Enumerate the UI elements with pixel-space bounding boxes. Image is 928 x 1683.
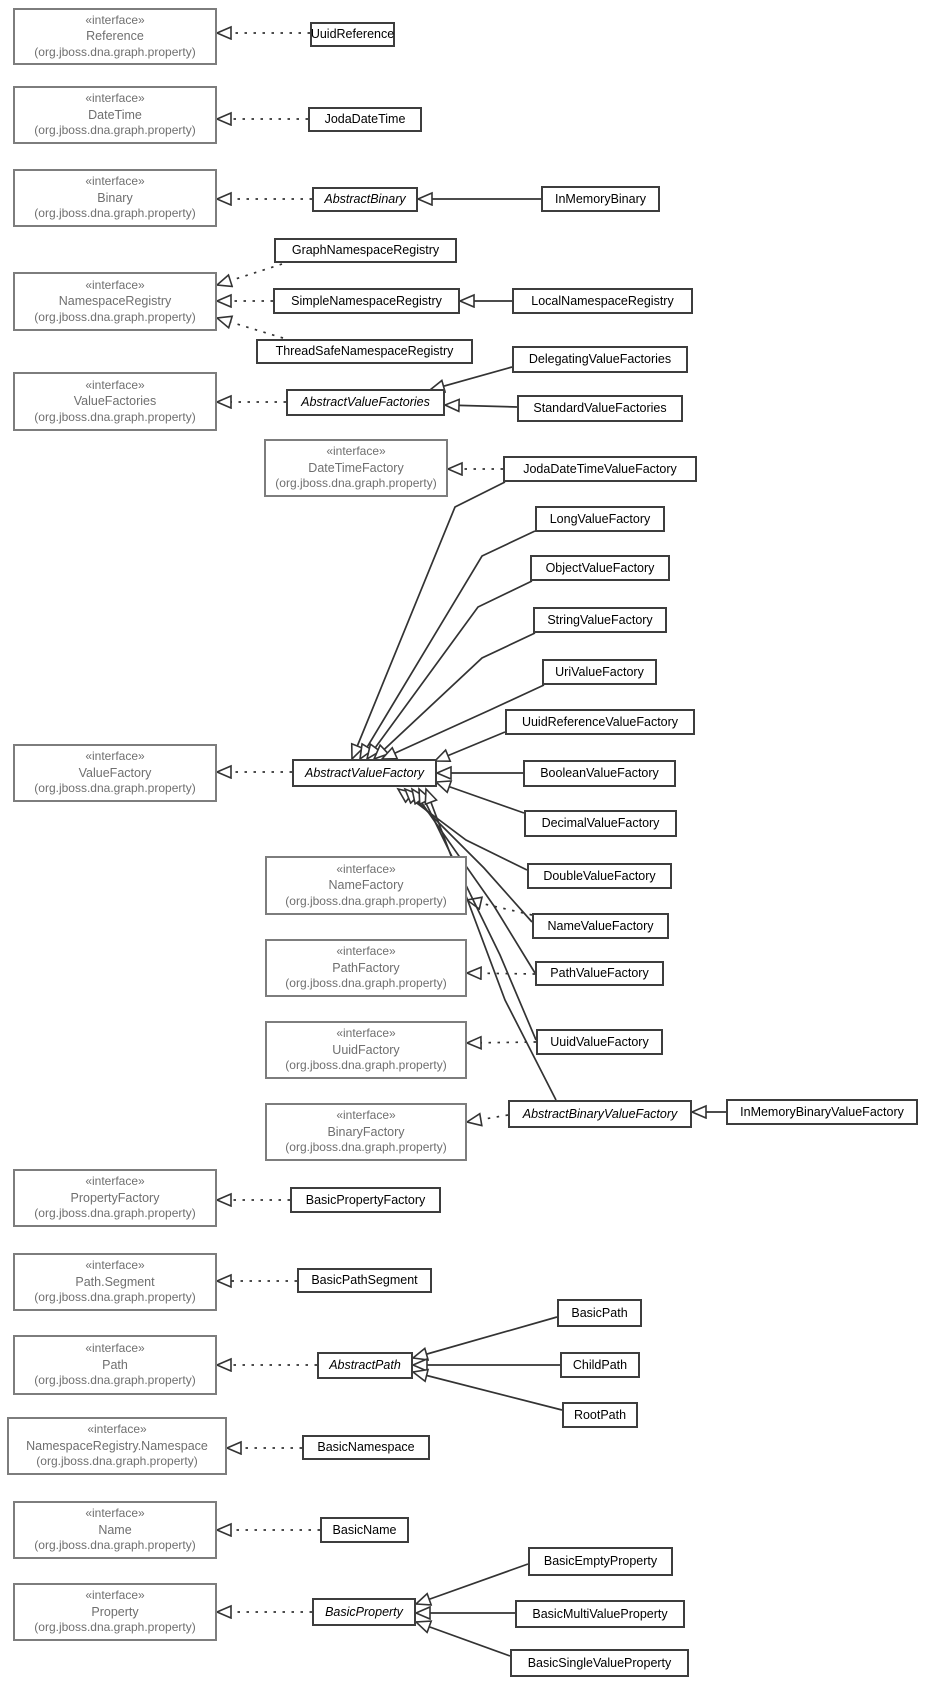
interface-package: (org.jboss.dna.graph.property) (34, 206, 196, 221)
class-box-inmemorybinaryvaluefactory (726, 1099, 918, 1125)
class-name: LocalNamespaceRegistry (531, 293, 674, 308)
class-name: DecimalValueFactory (541, 816, 660, 831)
class-box-uuidreferencevaluefactory (505, 709, 695, 735)
class-box-doublevaluefactory (527, 863, 672, 889)
interface-stereotype: «interface» (336, 944, 396, 959)
class-box-delegatingvaluefactories (512, 346, 688, 373)
interface-package: (org.jboss.dna.graph.property) (34, 1373, 196, 1388)
interface-package: (org.jboss.dna.graph.property) (285, 976, 447, 991)
class-name: AbstractValueFactories (301, 395, 430, 410)
generalization-edge-delegatingvaluefactories-to-abstractvaluefactories (430, 367, 512, 390)
generalization-edge-basicpath-to-abstractpath (413, 1317, 557, 1358)
interface-box-reference (13, 8, 217, 65)
interface-name: NamespaceRegistry.Namespace (26, 1438, 208, 1453)
interface-package: (org.jboss.dna.graph.property) (285, 1140, 447, 1155)
interface-name: NamespaceRegistry (58, 294, 172, 309)
interface-box-namespaceregistry-namespace (7, 1417, 227, 1475)
class-name: RootPath (573, 1407, 627, 1422)
interface-package: (org.jboss.dna.graph.property) (36, 1454, 198, 1469)
class-name: AbstractValueFactory (304, 765, 425, 780)
interface-box-binary (13, 169, 217, 227)
interface-stereotype: «interface» (85, 1258, 145, 1273)
interface-stereotype: «interface» (85, 749, 145, 764)
class-box-booleanvaluefactory (523, 760, 676, 787)
interface-package: (org.jboss.dna.graph.property) (285, 1058, 447, 1073)
class-box-abstractvaluefactories (286, 389, 445, 416)
class-name: InMemoryBinary (555, 191, 646, 206)
interface-name: NameFactory (328, 878, 404, 893)
interface-package: (org.jboss.dna.graph.property) (34, 1620, 196, 1635)
interface-name: Binary (97, 190, 133, 205)
interface-name: Path (102, 1357, 128, 1372)
interface-box-property (13, 1583, 217, 1641)
interface-name: DateTimeFactory (308, 460, 404, 475)
interface-box-pathfactory (265, 939, 467, 997)
class-name: BasicPathSegment (311, 1273, 418, 1288)
class-box-standardvaluefactories (517, 395, 683, 422)
interface-stereotype: «interface» (85, 277, 145, 292)
interface-stereotype: «interface» (85, 1174, 145, 1189)
class-name: DelegatingValueFactories (528, 352, 672, 367)
class-name: ThreadSafeNamespaceRegistry (275, 344, 454, 359)
interface-package: (org.jboss.dna.graph.property) (34, 1538, 196, 1553)
class-name: DoubleValueFactory (543, 868, 656, 883)
realization-edge-pathvaluefactory-to-pathfactory (467, 973, 535, 974)
class-name: AbstractBinary (324, 192, 406, 207)
class-box-basicpropertyfactory (290, 1187, 441, 1213)
interface-box-binaryfactory (265, 1103, 467, 1161)
class-name: GraphNamespaceRegistry (291, 243, 440, 258)
class-name: UuidValueFactory (550, 1034, 649, 1049)
class-box-simplenamespaceregistry (273, 288, 460, 314)
interface-stereotype: «interface» (85, 174, 145, 189)
interface-package: (org.jboss.dna.graph.property) (34, 1290, 196, 1305)
class-box-jodadatetime (308, 107, 422, 132)
class-name: AbstractBinaryValueFactory (522, 1106, 678, 1121)
class-name: UuidReferenceValueFactory (521, 714, 679, 729)
generalization-edge-standardvaluefactories-to-abstractvaluefactories (445, 405, 517, 407)
interface-box-datetimefactory (264, 439, 448, 497)
interface-box-namespaceregistry (13, 272, 217, 331)
interface-name: Reference (86, 29, 144, 44)
interface-package: (org.jboss.dna.graph.property) (34, 123, 196, 138)
interface-stereotype: «interface» (85, 377, 145, 392)
interface-package: (org.jboss.dna.graph.property) (34, 309, 196, 324)
class-name: BasicEmptyProperty (543, 1554, 658, 1569)
interface-name: PathFactory (332, 960, 400, 975)
interface-box-name (13, 1501, 217, 1559)
class-name: ChildPath (572, 1357, 628, 1372)
class-box-basicpathsegment (297, 1268, 432, 1293)
class-box-basicsinglevalueproperty (510, 1649, 689, 1677)
generalization-edge-uuidreferencevaluefactory-to-abstractvaluefactory (435, 732, 505, 761)
interface-box-namefactory (265, 856, 467, 915)
interface-stereotype: «interface» (336, 861, 396, 876)
interface-name: UuidFactory (332, 1042, 400, 1057)
interface-name: BinaryFactory (327, 1124, 405, 1139)
interface-name: Name (98, 1522, 132, 1537)
class-box-uuidvaluefactory (536, 1029, 663, 1055)
class-box-childpath (560, 1352, 640, 1378)
class-box-rootpath (562, 1402, 638, 1428)
class-box-basicpath (557, 1299, 642, 1327)
class-box-localnamespaceregistry (512, 288, 693, 314)
interface-stereotype: «interface» (85, 1506, 145, 1521)
interface-stereotype: «interface» (85, 1588, 145, 1603)
class-box-abstractvaluefactory (292, 759, 437, 787)
class-box-urivaluefactory (542, 659, 657, 685)
interface-box-valuefactory (13, 744, 217, 802)
class-box-graphnamespaceregistry (274, 238, 457, 263)
interface-name: ValueFactory (78, 765, 152, 780)
class-name: LongValueFactory (549, 511, 651, 526)
class-box-basicmultivalueproperty (515, 1600, 685, 1628)
class-name: AbstractPath (329, 1358, 401, 1373)
class-name: InMemoryBinaryValueFactory (740, 1104, 904, 1119)
realization-edge-threadsafenamespaceregistry-to-namespaceregistry (217, 318, 283, 338)
class-name: StringValueFactory (547, 612, 653, 627)
generalization-edge-basicemptyproperty-to-basicproperty (416, 1564, 528, 1604)
interface-box-path (13, 1335, 217, 1395)
class-name: BasicMultiValueProperty (532, 1606, 668, 1621)
interface-stereotype: «interface» (326, 444, 386, 459)
class-name: PathValueFactory (550, 966, 649, 981)
class-name: BasicProperty (325, 1604, 403, 1619)
class-name: StandardValueFactories (533, 401, 667, 416)
class-box-basicname (320, 1517, 409, 1543)
interface-box-datetime (13, 86, 217, 144)
generalization-edge-decimalvaluefactory-to-abstractvaluefactory (436, 782, 524, 813)
class-box-jodadatetimevaluefactory (503, 456, 697, 482)
class-name: ObjectValueFactory (545, 560, 655, 575)
interface-package: (org.jboss.dna.graph.property) (34, 44, 196, 59)
interface-box-uuidfactory (265, 1021, 467, 1079)
class-name: JodaDateTimeValueFactory (523, 461, 677, 476)
class-name: UuidReference (310, 27, 395, 42)
interface-stereotype: «interface» (85, 12, 145, 27)
class-box-basicproperty (312, 1598, 416, 1626)
class-box-inmemorybinary (541, 186, 660, 212)
class-name: BasicPath (571, 1305, 628, 1320)
class-box-abstractpath (317, 1352, 413, 1379)
class-box-threadsafenamespaceregistry (256, 339, 473, 364)
generalization-edge-jodadatetimevaluefactory-to-abstractvaluefactory (352, 482, 505, 759)
interface-package: (org.jboss.dna.graph.property) (34, 1206, 196, 1221)
class-box-pathvaluefactory (535, 961, 664, 986)
interface-name: Property (91, 1604, 139, 1619)
class-box-abstractbinary (312, 187, 418, 212)
class-name: BasicSingleValueProperty (527, 1655, 672, 1670)
interface-package: (org.jboss.dna.graph.property) (34, 781, 196, 796)
class-box-abstractbinaryvaluefactory (508, 1100, 692, 1128)
interface-stereotype: «interface» (87, 1422, 147, 1437)
class-name: BooleanValueFactory (540, 766, 659, 781)
interface-name: ValueFactories (73, 394, 157, 409)
realization-edge-abstractbinaryvaluefactory-to-binaryfactory (467, 1115, 508, 1122)
interface-stereotype: «interface» (85, 1341, 145, 1356)
class-box-objectvaluefactory (530, 555, 670, 581)
interface-box-pathsegment (13, 1253, 217, 1311)
interface-stereotype: «interface» (85, 91, 145, 106)
class-name: UriValueFactory (555, 664, 644, 679)
class-name: BasicName (332, 1522, 397, 1537)
generalization-edge-basicsinglevalueproperty-to-basicproperty (416, 1622, 510, 1656)
class-name: SimpleNamespaceRegistry (291, 293, 442, 308)
interface-name: Path.Segment (75, 1274, 155, 1289)
class-box-basicemptyproperty (528, 1547, 673, 1576)
class-box-longvaluefactory (535, 506, 665, 532)
interface-box-valuefactories (13, 372, 217, 431)
interface-stereotype: «interface» (336, 1108, 396, 1123)
interface-name: PropertyFactory (70, 1190, 160, 1205)
class-name: NameValueFactory (547, 918, 654, 933)
interface-name: DateTime (88, 107, 142, 122)
interface-stereotype: «interface» (336, 1026, 396, 1041)
class-name: BasicNamespace (317, 1440, 415, 1455)
interface-package: (org.jboss.dna.graph.property) (285, 893, 447, 908)
class-box-uuidreference (310, 22, 395, 47)
class-name: JodaDateTime (324, 112, 406, 127)
generalization-edge-rootpath-to-abstractpath (413, 1372, 562, 1410)
class-box-decimalvaluefactory (524, 810, 677, 837)
class-box-namevaluefactory (532, 913, 669, 939)
realization-edge-graphnamespaceregistry-to-namespaceregistry (217, 264, 282, 285)
class-name: BasicPropertyFactory (305, 1192, 426, 1207)
class-box-basicnamespace (302, 1435, 430, 1460)
interface-package: (org.jboss.dna.graph.property) (34, 409, 196, 424)
class-box-stringvaluefactory (533, 607, 667, 633)
interface-box-propertyfactory (13, 1169, 217, 1227)
interface-package: (org.jboss.dna.graph.property) (275, 476, 437, 491)
